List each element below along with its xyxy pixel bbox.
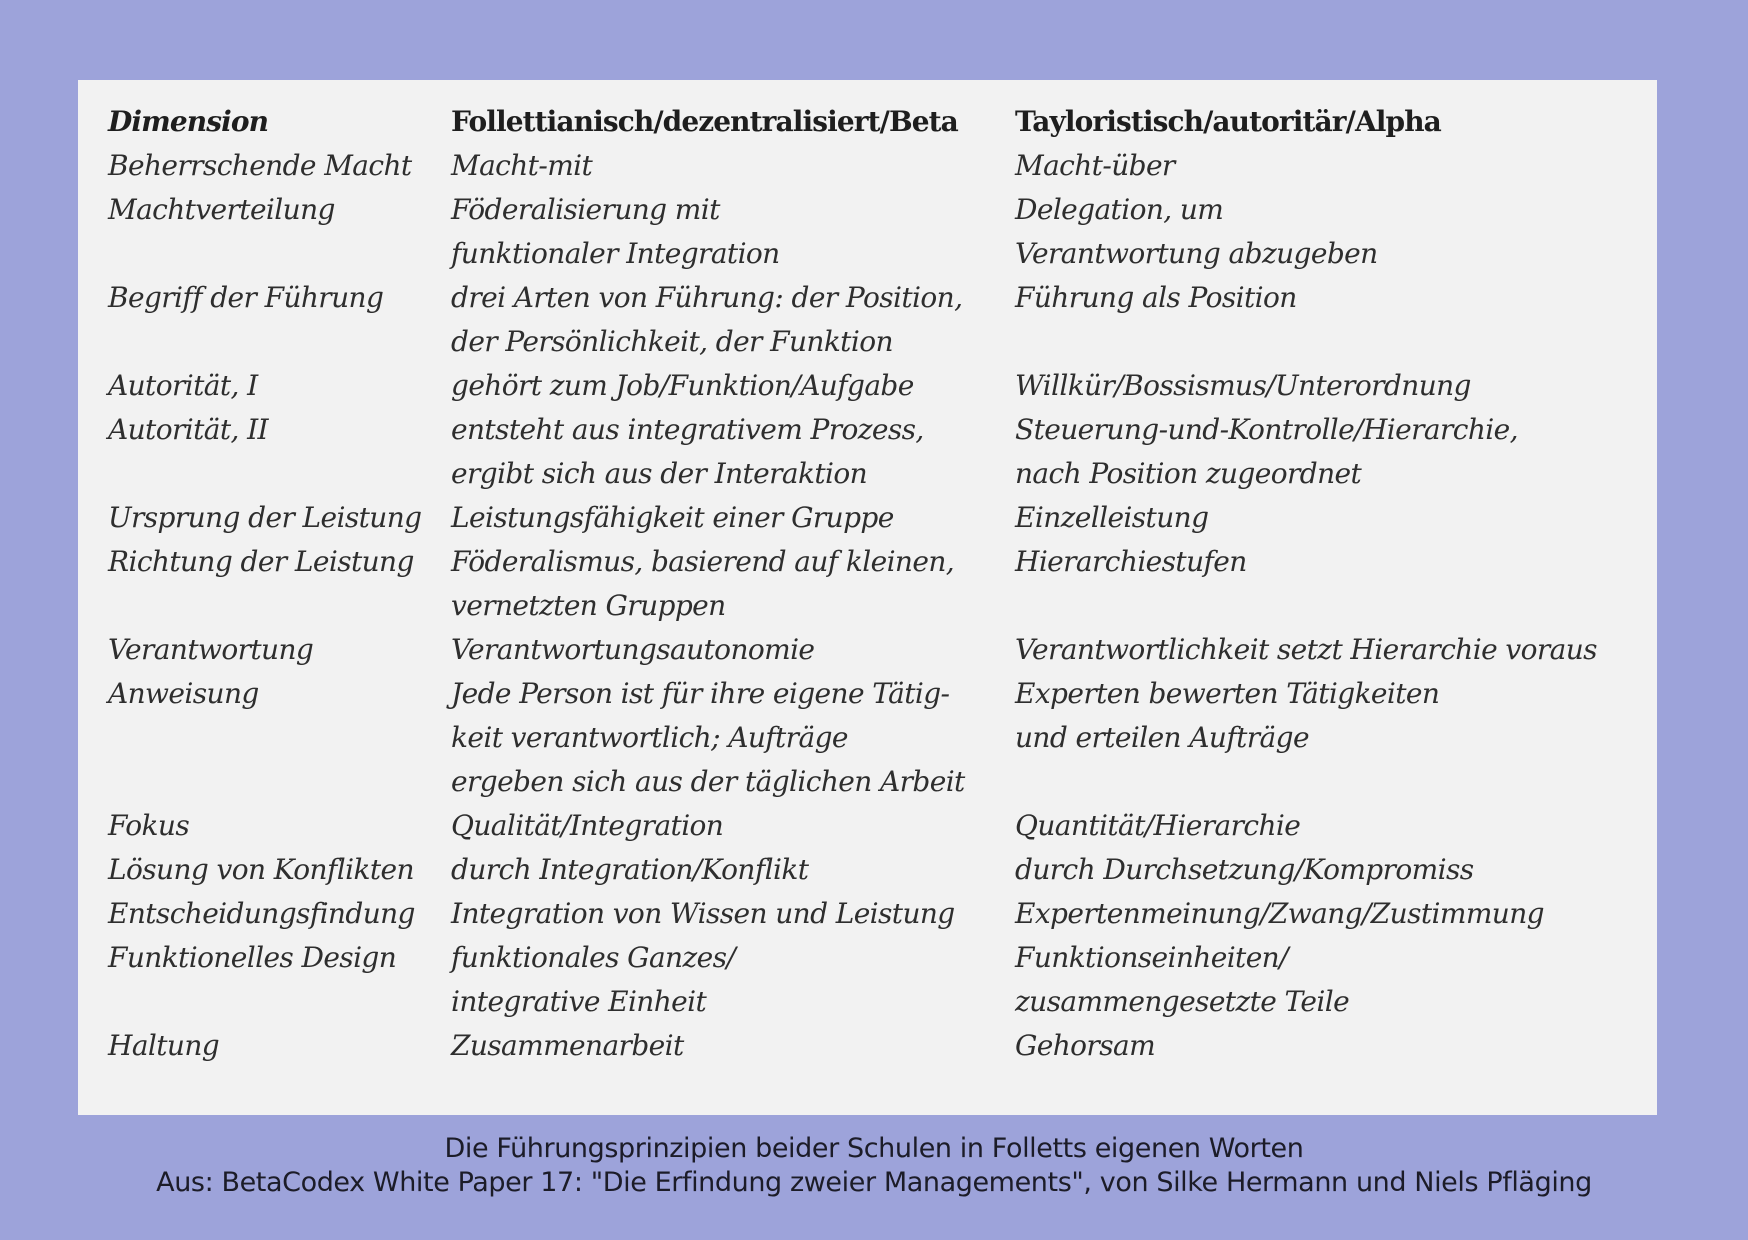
dimension-cell: Funktionelles Design (108, 941, 397, 974)
beta-cell (451, 408, 1015, 496)
cell-line: ergibt sich aus der Interaktion (451, 457, 868, 490)
table-row (108, 188, 1655, 276)
cell-line: entsteht aus integrativem Prozess, (451, 413, 924, 446)
caption-title: Die Führungsprinzipien beider Schulen in Folletts eigenen Worten (444, 1133, 1304, 1164)
table-row (108, 936, 1655, 1024)
table-row (108, 672, 1655, 804)
caption (0, 1132, 1748, 1200)
cell-line: Führung als Position (1015, 281, 1297, 314)
cell-line: Föderalismus, basierend auf kleinen, (451, 545, 955, 578)
cell-line: ergeben sich aus der täglichen Arbeit (451, 765, 965, 798)
cell-line: Hierarchiestufen (1015, 545, 1247, 578)
dimension-cell: Verantwortung (108, 633, 314, 666)
beta-cell (451, 892, 1015, 936)
dimension-cell: Anweisung (108, 677, 259, 710)
cell-line: Macht-mit (451, 149, 593, 182)
dimension-cell: Machtverteilung (108, 193, 335, 226)
cell-line: Einzelleistung (1015, 501, 1209, 534)
caption-source: Aus: BetaCodex White Paper 17: "Die Erfindung zweier Managements", von Silke Hermann und Niels Pfläging (156, 1167, 1592, 1198)
cell-line: Verantwortung abzugeben (1015, 237, 1378, 270)
cell-line: Expertenmeinung/Zwang/Zustimmung (1015, 897, 1544, 930)
cell-line: Steuerung-und-Kontrolle/Hierarchie, (1015, 413, 1518, 446)
cell-line: Zusammenarbeit (451, 1029, 684, 1062)
cell-line: funktionales Ganzes/ (451, 941, 736, 974)
alpha-cell (1015, 672, 1655, 804)
principles-table (108, 100, 1655, 1068)
dimension-cell: Autorität, II (108, 413, 269, 446)
cell-line: Willkür/Bossismus/Unterordnung (1015, 369, 1471, 402)
dimension-cell: Autorität, I (108, 369, 258, 402)
alpha-cell (1015, 936, 1655, 1024)
cell-line: Föderalisierung mit (451, 193, 720, 226)
alpha-cell (1015, 804, 1655, 848)
cell-line: Integration von Wissen und Leistung (451, 897, 955, 930)
beta-cell (451, 804, 1015, 848)
table-row (108, 540, 1655, 628)
beta-cell (451, 628, 1015, 672)
cell-line: Delegation, um (1015, 193, 1224, 226)
beta-cell (451, 364, 1015, 408)
table-row (108, 496, 1655, 540)
cell-line: nach Position zugeordnet (1015, 457, 1362, 490)
alpha-cell (1015, 188, 1655, 276)
dimension-cell: Lösung von Konflikten (108, 853, 414, 886)
header-beta: Follettianisch/dezentralisiert/Beta (451, 105, 958, 138)
alpha-cell (1015, 628, 1655, 672)
dimension-cell: Richtung der Leistung (108, 545, 414, 578)
cell-line: Funktionseinheiten/ (1015, 941, 1288, 974)
cell-line: Verantwortlichkeit setzt Hierarchie voraus (1015, 633, 1597, 666)
cell-line: Jede Person ist für ihre eigene Tätig- (451, 677, 950, 710)
dimension-cell: Fokus (108, 809, 190, 842)
alpha-cell (1015, 1024, 1655, 1068)
cell-line: der Persönlichkeit, der Funktion (451, 325, 893, 358)
cell-line: zusammengesetzte Teile (1015, 985, 1350, 1018)
cell-line: funktionaler Integration (451, 237, 780, 270)
alpha-cell (1015, 892, 1655, 936)
cell-line: drei Arten von Führung: der Position, (451, 281, 963, 314)
table-row (108, 364, 1655, 408)
table-panel (78, 80, 1657, 1115)
table-row (108, 276, 1655, 364)
table-row (108, 628, 1655, 672)
dimension-cell: Entscheidungsfindung (108, 897, 415, 930)
beta-cell (451, 936, 1015, 1024)
table-row (108, 408, 1655, 496)
cell-line: und erteilen Aufträge (1015, 721, 1309, 754)
dimension-cell: Haltung (108, 1029, 220, 1062)
cell-line: durch Integration/Konflikt (451, 853, 809, 886)
dimension-cell: Begriff der Führung (108, 281, 384, 314)
beta-cell (451, 540, 1015, 628)
alpha-cell (1015, 144, 1655, 188)
cell-line: integrative Einheit (451, 985, 707, 1018)
beta-cell (451, 848, 1015, 892)
alpha-cell (1015, 848, 1655, 892)
beta-cell (451, 188, 1015, 276)
cell-line: durch Durchsetzung/Kompromiss (1015, 853, 1474, 886)
alpha-cell (1015, 364, 1655, 408)
cell-line: Experten bewerten Tätigkeiten (1015, 677, 1440, 710)
cell-line: vernetzten Gruppen (451, 589, 726, 622)
beta-cell (451, 672, 1015, 804)
table-row (108, 144, 1655, 188)
alpha-cell (1015, 276, 1655, 364)
cell-line: Verantwortungsautonomie (451, 633, 815, 666)
dimension-cell: Ursprung der Leistung (108, 501, 422, 534)
header-dimension: Dimension (108, 105, 269, 138)
alpha-cell (1015, 496, 1655, 540)
table-row (108, 1024, 1655, 1068)
cell-line: Macht-über (1015, 149, 1175, 182)
dimension-cell: Beherrschende Macht (108, 149, 412, 182)
cell-line: Quantität/Hierarchie (1015, 809, 1301, 842)
header-alpha: Tayloristisch/autoritär/Alpha (1015, 105, 1441, 138)
cell-line: Leistungsfähigkeit einer Gruppe (451, 501, 894, 534)
beta-cell (451, 276, 1015, 364)
cell-line: Gehorsam (1015, 1029, 1156, 1062)
cell-line: gehört zum Job/Funktion/Aufgabe (451, 369, 914, 402)
cell-line: Qualität/Integration (451, 809, 724, 842)
beta-cell (451, 1024, 1015, 1068)
alpha-cell (1015, 408, 1655, 496)
table-row (108, 804, 1655, 848)
cell-line: keit verantwortlich; Aufträge (451, 721, 848, 754)
table-header-row (108, 100, 1655, 144)
table-row (108, 892, 1655, 936)
table-row (108, 848, 1655, 892)
beta-cell (451, 496, 1015, 540)
alpha-cell (1015, 540, 1655, 628)
beta-cell (451, 144, 1015, 188)
